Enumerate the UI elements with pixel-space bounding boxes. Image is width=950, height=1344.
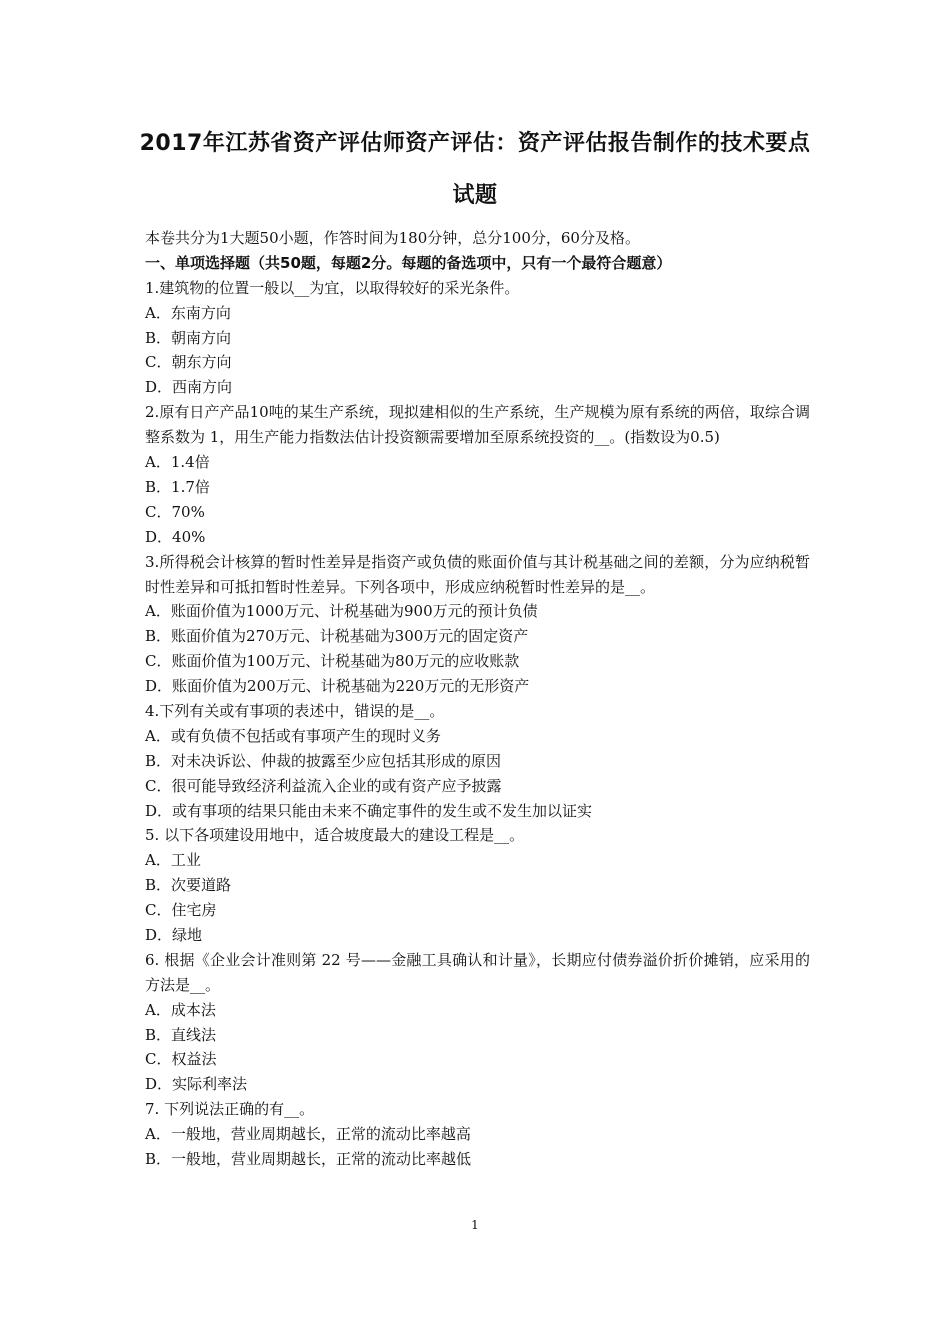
option-a: A．账面价值为1000万元、计税基础为900万元的预计负债 [145,602,538,621]
question-text: 1.建筑物的位置一般以__为宜，以取得较好的采光条件。 [145,278,520,297]
exam-intro: 本卷共分为1大题50小题，作答时间为180分钟，总分100分，60分及格。 [145,229,640,247]
option-a: A．一般地，营业周期越长，正常的流动比率越高 [145,1125,471,1144]
option-d: D．或有事项的结果只能由未来不确定事件的发生或不发生加以证实 [145,801,593,820]
option-a: A．或有负债不包括或有事项产生的现时义务 [145,726,441,745]
question-text: 4.下列有关或有事项的表述中，错误的是__。 [145,701,445,720]
option-b: B．一般地，营业周期越长，正常的流动比率越低 [145,1150,472,1169]
option-d: D．西南方向 [145,378,233,397]
option-b: B．朝南方向 [145,328,232,347]
question-text: 5. 以下各项建设用地中，适合坡度最大的建设工程是__。 [145,826,525,845]
question-text: 7. 下列说法正确的有__。 [145,1100,315,1119]
document-body [145,226,810,1172]
option-d: D．实际利率法 [145,1075,248,1094]
document-title: 2017年江苏省资产评估师资产评估：资产评估报告制作的技术要点 [139,131,811,156]
option-c: C．账面价值为100万元、计税基础为80万元的应收账款 [145,652,520,671]
option-a: A．东南方向 [145,303,231,322]
option-d: D．账面价值为200万元、计税基础为220万元的无形资产 [145,677,530,696]
option-c: C．权益法 [145,1050,217,1069]
option-a: A．1.4倍 [145,453,210,472]
option-b: B．1.7倍 [145,477,210,496]
option-c: C．住宅房 [145,901,217,920]
page-number: 1 [471,1218,479,1232]
option-c: C．很可能导致经济利益流入企业的或有资产应予披露 [145,776,502,795]
option-b: B．对未决诉讼、仲裁的披露至少应包括其形成的原因 [145,751,502,770]
question-text: 6. 根据《企业会计准则第 22 号——金融工具确认和计量》，长期应付债券溢价折价摊销，应采用的方法是__。 [145,950,810,994]
option-c: C．70% [145,502,205,521]
section-heading: 一、单项选择题（共50题，每题2分。每题的备选项中，只有一个最符合题意） [145,253,672,272]
option-b: B．直线法 [145,1025,217,1044]
question-text: 3.所得税会计核算的暂时性差异是指资产或负债的账面价值与其计税基础之间的差额，分为应纳税暂时性差异和可抵扣暂时性差异。下列各项中，形成应纳税暂时性差异的是__。 [145,552,810,596]
option-c: C．朝东方向 [145,353,232,372]
option-d: D．绿地 [145,926,203,944]
option-d: D．40% [145,527,206,546]
question-text: 2.原有日产产品10吨的某生产系统，现拟建相似的生产系统，生产规模为原有系统的两倍，取综合调整系数为 1，用生产能力指数法估计投资额需要增加至原系统投资的__。(指数设为0.5) [145,403,810,447]
option-b: B．账面价值为270万元、计税基础为300万元的固定资产 [145,627,529,646]
option-a: A．成本法 [145,1000,216,1019]
option-b: B．次要道路 [145,876,232,895]
document-title-continued: 试题 [452,183,498,208]
option-a: A．工业 [145,851,201,870]
